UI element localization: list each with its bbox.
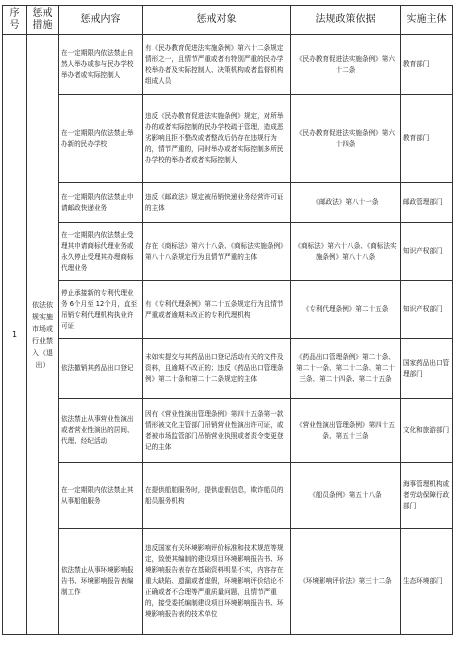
target-cell: 有《专利代理条例》第二十五条规定行为且情节严重或者逾期未改正的专利代理机构 — [143, 281, 291, 339]
content-cell: 在一定期限内依法禁止申请邮政快递业务 — [59, 183, 143, 223]
header-content: 惩戒内容 — [59, 6, 143, 35]
agency-cell: 邮政管理部门 — [401, 183, 453, 223]
basis-cell: 《商标法》第六十八条、《商标法实施条例》第八十八条 — [291, 223, 401, 281]
content-cell: 在一定期限内依法禁止自然人举办或参与民办学校举办者或实际控制人 — [59, 35, 143, 95]
content-cell: 依法禁止从事营业性演出或者营业性演出的居间、代理、经纪活动 — [59, 399, 143, 463]
target-cell: 有《民办教育促进法实施条例》第六十二条规定情形之一，且情节严重或者有特别严重的民办学校举办者及实际控制人、决策机构或者监督机构组成人员 — [143, 35, 291, 95]
header-measure: 惩戒措施 — [27, 6, 59, 35]
table-row — [3, 223, 453, 281]
table-row — [3, 339, 453, 399]
content-cell: 依法撤销其药品出口登记 — [59, 339, 143, 399]
basis-cell: 《环境影响评价法》第三十二条 — [291, 529, 401, 635]
serial-number: 1 — [3, 35, 27, 635]
table-header-row — [3, 6, 453, 35]
basis-cell: 《民办教育促进法实施条例》第六十四条 — [291, 95, 401, 183]
target-cell: 存在《商标法》第六十八条、《商标法实施条例》第八十八条规定行为且情节严重的主体 — [143, 223, 291, 281]
target-cell: 在提供船舶服务时，提供虚假信息，欺诈船员的船员服务机构 — [143, 463, 291, 529]
agency-cell: 教育部门 — [401, 95, 453, 183]
table-row — [3, 183, 453, 223]
agency-cell: 知识产权部门 — [401, 223, 453, 281]
content-cell: 在一定期限内依法禁止其从事船舶服务 — [59, 463, 143, 529]
header-agency: 实施主体 — [401, 6, 453, 35]
target-cell: 因有《营业性演出管理条例》第四十五条第一款情形被文化主管部门吊销营业性演出许可证，或者被市场监管部门吊销营业执照或者责令变更登记的主体 — [143, 399, 291, 463]
target-cell: 违反国家有关环境影响评价标准和技术规范等规定，致使其编制的建设项目环境影响报告书、环境影响报告表存在基础资料明显不实，内容存在重大缺陷、遗漏或者虚假，环境影响评价结论不正确或者不合理等严重质量问题，且情节严重的，接受委托编制建设项目环境影响报告书、环境影响报告表的技术单位 — [143, 529, 291, 635]
table-row — [3, 399, 453, 463]
agency-cell: 生态环境部门 — [401, 529, 453, 635]
target-cell: 违反《民办教育促进法实施条例》规定，对所举办的或者实际控制的民办学校疏于管理，造成恶劣影响且拒不整改或者整改后仍存在违规行为的，情节严重的，同时举办或者实际控制多所民办学校的举办者或者实际控制人 — [143, 95, 291, 183]
basis-cell: 《邮政法》第八十一条 — [291, 183, 401, 223]
agency-cell: 知识产权部门 — [401, 281, 453, 339]
discipline-measures-table — [2, 5, 453, 635]
content-cell: 在一定期限内依法禁止受理其申请商标代理业务或永久停止受理其办理商标代理业务 — [59, 223, 143, 281]
agency-cell: 教育部门 — [401, 35, 453, 95]
header-target: 惩戒对象 — [143, 6, 291, 35]
table-row — [3, 95, 453, 183]
basis-cell: 《船员条例》第五十八条 — [291, 463, 401, 529]
target-cell: 违反《邮政法》规定被吊销快递业务经营许可证的主体 — [143, 183, 291, 223]
table-row — [3, 463, 453, 529]
measure-cell: 依法依规实施市场或行业禁入（退出） — [27, 35, 59, 635]
content-cell: 停止承接新的专利代理业务 6个月至 12个月，直至吊销专利代理机构执业许可证 — [59, 281, 143, 339]
table-row — [3, 529, 453, 635]
basis-cell: 《专利代理条例》第二十五条 — [291, 281, 401, 339]
agency-cell: 国家药品出口管理部门 — [401, 339, 453, 399]
agency-cell: 文化和旅游部门 — [401, 399, 453, 463]
table-row — [3, 281, 453, 339]
table-row — [3, 35, 453, 95]
agency-cell: 海事管理机构或者劳动保障行政部门 — [401, 463, 453, 529]
content-cell: 依法禁止从事环境影响报告书、环境影响报告表编制工作 — [59, 529, 143, 635]
header-serial: 序号 — [3, 6, 27, 35]
content-cell: 在一定期限内依法禁止举办新的民办学校 — [59, 95, 143, 183]
basis-cell: 《营业性演出管理条例》第四十五条、第五十三条 — [291, 399, 401, 463]
target-cell: 未如实提交与其药品出口登记活动有关的文件及资料，且逾期不改正的；违反《药品出口管理条例》第二十条和第二十二条规定的主体 — [143, 339, 291, 399]
basis-cell: 《药品出口管理条例》第二十条、第二十一条、第二十二条、第二十三条、第二十四条、第二十五条 — [291, 339, 401, 399]
basis-cell: 《民办教育促进法实施条例》第六十二条 — [291, 35, 401, 95]
header-basis: 法规政策依据 — [291, 6, 401, 35]
